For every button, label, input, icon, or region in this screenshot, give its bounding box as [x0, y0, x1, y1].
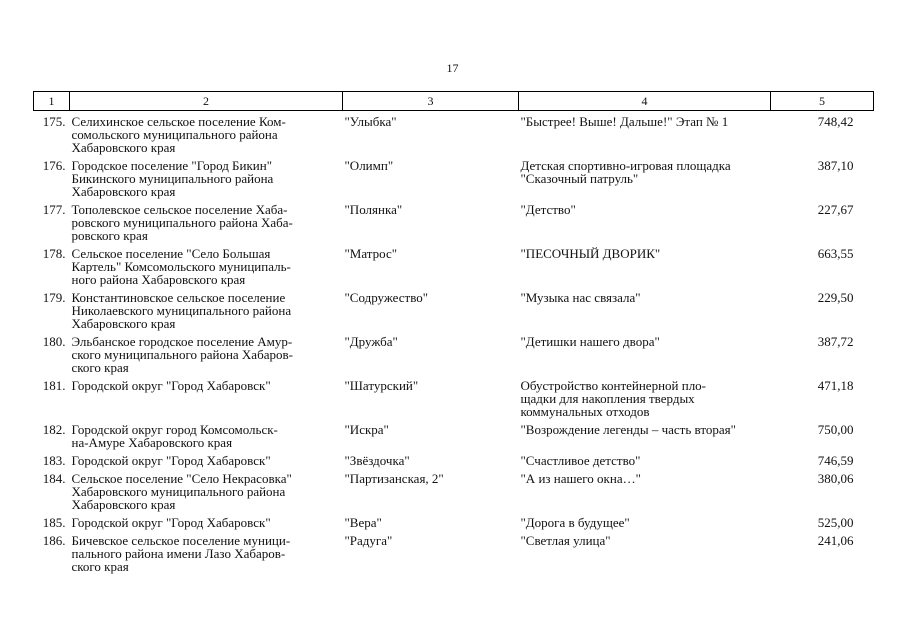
amount-cell: 525,00: [817, 515, 854, 530]
amount-cell: 387,72: [817, 334, 854, 349]
project-cell: "Светлая улица": [520, 533, 611, 548]
community-cell: "Звёздочка": [344, 453, 410, 468]
settlement-cell: Городской округ "Город Хабаровск": [71, 453, 271, 468]
amount-cell: 746,59: [817, 453, 854, 468]
amount-cell: 748,42: [817, 114, 854, 129]
row-number: 183.: [42, 453, 66, 468]
settlement-cell: Селихинское сельское поселение Ком- сомольского муниципального района Хабаровского края: [71, 114, 286, 155]
table-header: [34, 92, 874, 111]
row-number: 181.: [42, 378, 66, 393]
community-cell: "Улыбка": [344, 114, 397, 129]
community-cell: "Вера": [344, 515, 382, 530]
settlement-cell: Городской округ "Город Хабаровск": [71, 378, 271, 393]
table-row: [34, 379, 874, 423]
funding-table: [33, 91, 874, 578]
project-cell: Детская спортивно-игровая площадка "Сказочный патруль": [520, 158, 731, 186]
project-cell: "Детство": [520, 202, 576, 217]
table-row: [34, 159, 874, 203]
row-number: 179.: [42, 290, 66, 305]
community-cell: "Матрос": [344, 246, 398, 261]
table-row: [34, 472, 874, 516]
community-cell: "Олимп": [344, 158, 394, 173]
row-number: 186.: [42, 533, 66, 548]
settlement-cell: Эльбанское городское поселение Амур- ского муниципального района Хабаров- ского края: [71, 334, 293, 375]
amount-cell: 380,06: [817, 471, 854, 486]
header-cell-1: 1: [34, 92, 70, 111]
community-cell: "Искра": [344, 422, 389, 437]
amount-cell: 471,18: [817, 378, 854, 393]
settlement-cell: Сельское поселение "Село Некрасовка" Хабаровского муниципального района Хабаровского края: [71, 471, 292, 512]
header-cell-2: 2: [70, 92, 343, 111]
row-number: 176.: [42, 158, 66, 173]
page-number: 17: [446, 61, 459, 75]
settlement-cell: Тополевское сельское поселение Хаба- ровского муниципального района Хаба- ровского края: [71, 202, 293, 243]
table-body: [34, 111, 874, 579]
table-row: [34, 454, 874, 472]
row-number: 177.: [42, 202, 66, 217]
table-row: [34, 423, 874, 454]
table-row: [34, 247, 874, 291]
row-number: 175.: [42, 114, 66, 129]
row-number: 184.: [42, 471, 66, 486]
table-row: [34, 291, 874, 335]
project-cell: "Музыка нас связала": [520, 290, 641, 305]
community-cell: "Содружество": [344, 290, 429, 305]
table-row: [34, 335, 874, 379]
row-number: 182.: [42, 422, 66, 437]
settlement-cell: Городской округ "Город Хабаровск": [71, 515, 271, 530]
community-cell: "Полянка": [344, 202, 403, 217]
row-number: 180.: [42, 334, 66, 349]
row-number: 185.: [42, 515, 66, 530]
table-row: [34, 516, 874, 534]
project-cell: Обустройство контейнерной пло- щадки для накопления твердых коммунальных отходов: [520, 378, 707, 419]
project-cell: "Детишки нашего двора": [520, 334, 660, 349]
amount-cell: 229,50: [817, 290, 854, 305]
row-number: 178.: [42, 246, 66, 261]
header-cell-3: 3: [343, 92, 519, 111]
project-cell: "Дорога в будущее": [520, 515, 630, 530]
settlement-cell: Бичевское сельское поселение муници- пального района имени Лазо Хабаров- ского края: [71, 533, 291, 574]
amount-cell: 750,00: [817, 422, 854, 437]
project-cell: "А из нашего окна…": [520, 471, 641, 486]
project-cell: "Быстрее! Выше! Дальше!" Этап № 1: [520, 114, 729, 129]
project-cell: "Счастливое детство": [520, 453, 641, 468]
amount-cell: 227,67: [817, 202, 854, 217]
header-cell-5: 5: [771, 92, 874, 111]
settlement-cell: Городской округ город Комсомольск- на-Амуре Хабаровского края: [71, 422, 278, 450]
amount-cell: 663,55: [817, 246, 854, 261]
amount-cell: 387,10: [817, 158, 854, 173]
community-cell: "Партизанская, 2": [344, 471, 444, 486]
community-cell: "Дружба": [344, 334, 398, 349]
table-row: [34, 111, 874, 160]
community-cell: "Радуга": [344, 533, 393, 548]
community-cell: "Шатурский": [344, 378, 419, 393]
table-row: [34, 534, 874, 578]
header-row: [34, 92, 874, 111]
header-cell-4: 4: [519, 92, 771, 111]
settlement-cell: Городское поселение "Город Бикин" Бикинского муниципального района Хабаровского края: [71, 158, 274, 199]
amount-cell: 241,06: [817, 533, 854, 548]
project-cell: "ПЕСОЧНЫЙ ДВОРИК": [520, 246, 661, 261]
settlement-cell: Сельское поселение "Село Большая Картель" Комсомольского муниципаль- ного района Хабаровского края: [71, 246, 291, 287]
table-row: [34, 203, 874, 247]
project-cell: "Возрождение легенды – часть вторая": [520, 422, 736, 437]
settlement-cell: Константиновское сельское поселение Николаевского муниципального района Хабаровского края: [71, 290, 292, 331]
